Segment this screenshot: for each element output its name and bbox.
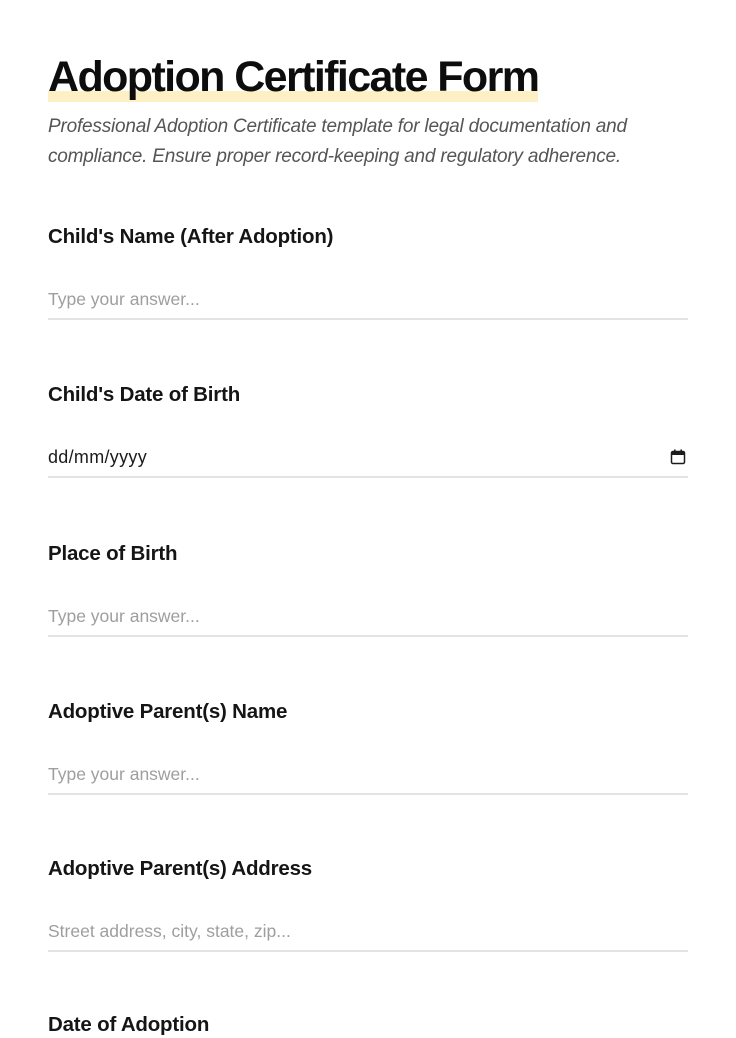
parent-name-input[interactable]	[48, 755, 688, 795]
page-title: Adoption Certificate Form	[48, 53, 539, 101]
child-dob-input[interactable]	[48, 438, 688, 478]
field-date-of-adoption	[48, 1012, 688, 1038]
field-label: Place of Birth	[48, 542, 178, 565]
field-place-of-birth	[48, 541, 688, 637]
field-label: Adoptive Parent(s) Name	[48, 700, 288, 723]
place-of-birth-input[interactable]	[48, 597, 688, 637]
field-parent-name	[48, 699, 688, 795]
child-name-input[interactable]	[48, 280, 688, 320]
field-label: Adoptive Parent(s) Address	[48, 857, 313, 880]
field-label: Date of Adoption	[48, 1013, 210, 1036]
field-child-name	[48, 224, 688, 320]
parent-address-input[interactable]	[48, 912, 688, 952]
field-child-dob	[48, 382, 688, 478]
field-parent-address	[48, 856, 688, 952]
form-title-wrap	[48, 52, 538, 102]
form-page	[48, 0, 688, 1036]
calendar-icon[interactable]	[670, 449, 686, 465]
field-label: Child's Date of Birth	[48, 383, 241, 406]
date-placeholder: dd/mm/yyyy	[48, 447, 148, 467]
field-label: Child's Name (After Adoption)	[48, 225, 334, 248]
form-description: Professional Adoption Certificate template for legal documentation and compliance. Ensure proper record-keeping and regulatory adherence.	[48, 116, 627, 167]
